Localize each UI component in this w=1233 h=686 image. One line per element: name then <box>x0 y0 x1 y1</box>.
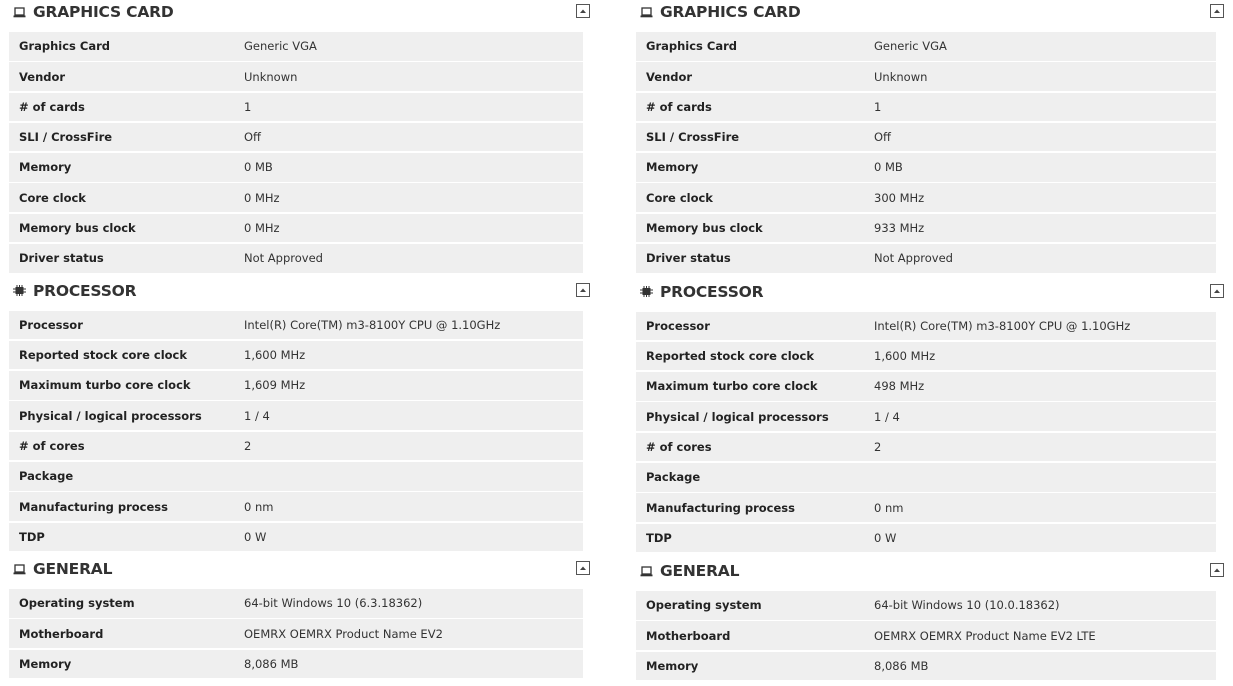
row-value: 0 W <box>244 529 267 544</box>
row-label: Package <box>646 470 701 485</box>
section-title: PROCESSOR <box>33 281 137 300</box>
row-value: Off <box>874 130 891 145</box>
table-row <box>9 32 583 61</box>
row-value: Off <box>244 130 261 145</box>
row-label: Physical / logical processors <box>646 409 829 424</box>
spec-table-processor <box>636 312 1216 553</box>
row-value: 1 / 4 <box>244 408 270 423</box>
spec-table-graphics <box>636 32 1216 273</box>
section-title: GENERAL <box>33 560 113 579</box>
table-row <box>9 311 583 340</box>
row-label: Graphics Card <box>19 39 111 54</box>
row-value: 933 MHz <box>874 221 925 236</box>
spec-table-graphics <box>9 32 583 273</box>
chevron-up-icon <box>578 285 588 295</box>
chevron-up-icon <box>578 6 588 16</box>
table-row <box>636 342 1216 371</box>
row-label: SLI / CrossFire <box>19 130 113 145</box>
row-label: Graphics Card <box>646 39 738 54</box>
row-value: Intel(R) Core(TM) m3-8100Y CPU @ 1.10GHz <box>244 317 501 332</box>
table-row <box>636 372 1216 401</box>
row-label: Maximum turbo core clock <box>646 379 818 394</box>
spec-table-general <box>636 591 1216 680</box>
row-value: 1 / 4 <box>874 409 900 424</box>
table-row <box>9 244 583 273</box>
section-header-general <box>636 559 1216 583</box>
row-label: Memory <box>646 659 699 673</box>
row-label: # of cards <box>19 99 85 114</box>
row-label: Reported stock core clock <box>19 348 188 363</box>
row-value: 8,086 MB <box>244 657 299 671</box>
table-row <box>636 621 1216 650</box>
spec-table-general <box>9 589 583 678</box>
row-value: 1,600 MHz <box>244 348 306 363</box>
row-label: Driver status <box>19 251 104 266</box>
row-value: 0 MB <box>874 160 903 175</box>
row-value: 2 <box>244 439 252 454</box>
row-label: Motherboard <box>19 626 104 641</box>
row-label: Manufacturing process <box>19 499 168 514</box>
section-title: PROCESSOR <box>660 282 764 301</box>
table-row <box>9 153 583 182</box>
row-value: OEMRX OEMRX Product Name EV2 LTE <box>874 628 1096 643</box>
table-row <box>9 589 583 618</box>
collapse-section-button[interactable] <box>576 4 590 18</box>
table-row <box>636 312 1216 341</box>
laptop-icon <box>12 6 26 18</box>
table-row <box>636 524 1216 553</box>
row-value: 0 MHz <box>244 221 280 236</box>
row-label: Memory bus clock <box>19 221 136 236</box>
table-row <box>9 523 583 552</box>
section-header-processor <box>636 280 1216 304</box>
row-label: Manufacturing process <box>646 500 795 515</box>
table-row <box>636 244 1216 273</box>
chip-icon <box>12 285 26 297</box>
table-row <box>9 492 583 521</box>
table-row <box>9 401 583 430</box>
row-label: Reported stock core clock <box>646 349 815 364</box>
chevron-up-icon <box>1212 565 1222 575</box>
row-label: # of cores <box>646 440 712 455</box>
section-title: GRAPHICS CARD <box>33 3 174 21</box>
row-label: Memory bus clock <box>646 221 763 236</box>
row-label: Memory <box>19 160 72 175</box>
spec-table-processor <box>9 311 583 552</box>
laptop-icon <box>12 563 26 575</box>
table-row <box>636 183 1216 212</box>
row-value: Not Approved <box>244 251 323 266</box>
table-row <box>636 433 1216 462</box>
table-row <box>9 371 583 400</box>
row-label: Maximum turbo core clock <box>19 378 191 393</box>
row-label: TDP <box>19 529 45 544</box>
row-label: # of cores <box>19 439 85 454</box>
row-value: Intel(R) Core(TM) m3-8100Y CPU @ 1.10GHz <box>874 318 1131 333</box>
chip-icon <box>639 286 653 298</box>
row-value: 0 nm <box>874 500 904 515</box>
row-label: # of cards <box>646 99 712 114</box>
table-row <box>9 123 583 152</box>
table-row <box>636 402 1216 431</box>
chevron-up-icon <box>578 563 588 573</box>
row-value: 64-bit Windows 10 (6.3.18362) <box>244 596 423 611</box>
row-value: OEMRX OEMRX Product Name EV2 <box>244 626 443 641</box>
row-label: TDP <box>646 530 672 545</box>
row-label: Driver status <box>646 251 731 266</box>
section-header-processor <box>9 279 583 303</box>
right-column <box>636 0 1216 682</box>
table-row <box>9 619 583 648</box>
table-row <box>9 93 583 122</box>
collapse-section-button[interactable] <box>1210 284 1224 298</box>
table-row <box>9 341 583 370</box>
row-value: 0 W <box>874 530 897 545</box>
section-header-general <box>9 557 583 581</box>
section-title: GRAPHICS CARD <box>660 3 801 21</box>
row-label: Core clock <box>646 190 713 205</box>
table-row <box>636 214 1216 243</box>
section-title: GENERAL <box>660 562 740 581</box>
row-label: Vendor <box>19 69 66 84</box>
row-value: 0 nm <box>244 499 274 514</box>
row-label: Processor <box>646 318 710 333</box>
chevron-up-icon <box>1212 286 1222 296</box>
row-label: Core clock <box>19 190 86 205</box>
row-label: Memory <box>19 657 72 671</box>
table-row <box>636 32 1216 61</box>
laptop-icon <box>639 6 653 18</box>
row-value: 300 MHz <box>874 190 925 205</box>
row-label: Physical / logical processors <box>19 408 202 423</box>
row-value: 0 MHz <box>244 190 280 205</box>
collapse-section-button[interactable] <box>1210 563 1224 577</box>
row-value: 8,086 MB <box>874 659 929 673</box>
row-value: 1 <box>874 99 882 114</box>
laptop-icon <box>639 565 653 577</box>
table-row <box>9 214 583 243</box>
row-value: 1 <box>244 99 252 114</box>
table-row <box>636 652 1216 681</box>
section-header-graphics <box>9 0 583 24</box>
row-label: Operating system <box>19 596 135 611</box>
table-row <box>9 62 583 91</box>
row-label: Processor <box>19 317 83 332</box>
table-row <box>9 650 583 679</box>
row-label: Motherboard <box>646 628 731 643</box>
row-label: SLI / CrossFire <box>646 130 740 145</box>
table-row <box>636 493 1216 522</box>
table-row <box>636 591 1216 620</box>
table-row <box>9 432 583 461</box>
row-value: Unknown <box>244 69 298 84</box>
table-row <box>9 183 583 212</box>
row-value: 0 MB <box>244 160 273 175</box>
row-value: Generic VGA <box>874 39 947 54</box>
table-row <box>636 62 1216 91</box>
row-value: 2 <box>874 440 882 455</box>
row-value: 498 MHz <box>874 379 925 394</box>
collapse-section-button[interactable] <box>1210 4 1224 18</box>
row-label: Package <box>19 469 74 484</box>
table-row <box>9 462 583 491</box>
table-row <box>636 93 1216 122</box>
left-column <box>9 0 583 680</box>
row-label: Memory <box>646 160 699 175</box>
table-row <box>636 123 1216 152</box>
section-header-graphics <box>636 0 1216 24</box>
row-value: 1,609 MHz <box>244 378 306 393</box>
row-value: Not Approved <box>874 251 953 266</box>
chevron-up-icon <box>1212 6 1222 16</box>
collapse-section-button[interactable] <box>576 283 590 297</box>
row-value: Unknown <box>874 69 928 84</box>
row-value: Generic VGA <box>244 39 317 54</box>
row-value: 64-bit Windows 10 (10.0.18362) <box>874 598 1060 613</box>
table-row <box>636 463 1216 492</box>
table-row <box>636 153 1216 182</box>
collapse-section-button[interactable] <box>576 561 590 575</box>
row-label: Vendor <box>646 69 693 84</box>
row-label: Operating system <box>646 598 762 613</box>
row-value: 1,600 MHz <box>874 349 936 364</box>
